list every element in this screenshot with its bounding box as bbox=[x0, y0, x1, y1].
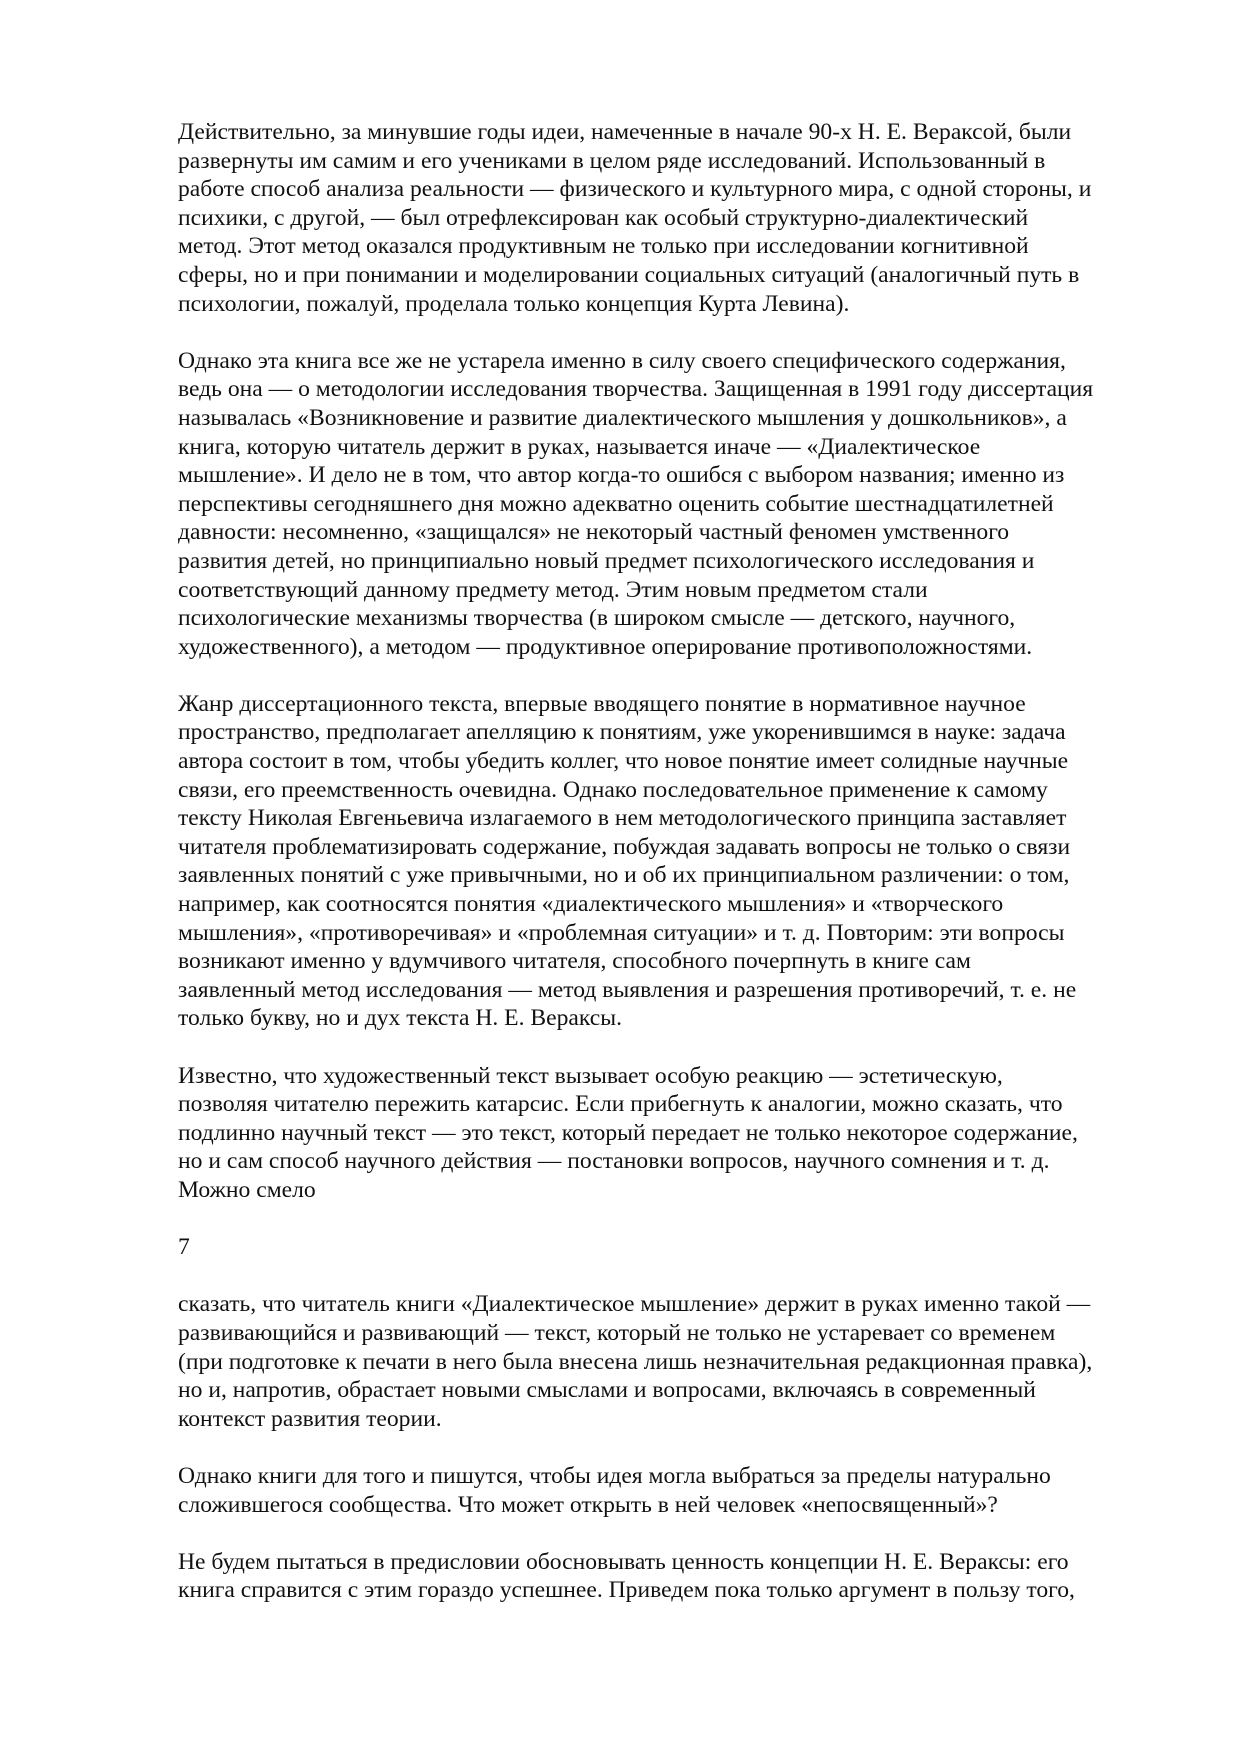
text-line: возникают именно у вдумчивого читателя, способного почерпнуть в книге сам bbox=[178, 948, 971, 975]
text-line: метод. Этот метод оказался продуктивным не только при исследовании когнитивной bbox=[178, 233, 1029, 260]
paragraph bbox=[178, 347, 1178, 662]
page-number: 7 bbox=[178, 1234, 190, 1261]
text-line: пространство, предполагает апелляцию к понятиям, уже укоренившимся в науке: задача bbox=[178, 719, 1066, 746]
text-line: сложившегося сообщества. Что может открыть в ней человек «непосвященный»? bbox=[178, 1491, 998, 1518]
text-line: Жанр диссертационного текста, впервые вводящего понятие в нормативное научное bbox=[178, 690, 1026, 717]
text-line: развернуты им самим и его учениками в целом ряде исследований. Использованный в bbox=[178, 147, 1046, 174]
text-line: книга, которую читатель держит в руках, называется иначе — «Диалектическое bbox=[178, 433, 981, 460]
text-line: подлинно научный текст — это текст, который передает не только некоторое содержание, bbox=[178, 1119, 1078, 1146]
paragraph bbox=[178, 1548, 1178, 1605]
paragraph-gap bbox=[178, 661, 1178, 690]
text-line: психики, с другой, — был отрефлексирован как особый структурно-диалектический bbox=[178, 204, 1029, 231]
text-line: заявленных понятий с уже привычными, но и об их принципиальном различении: о том, bbox=[178, 862, 1070, 889]
text-line: тексту Николая Евгеньевича излагаемого в нем методологического принципа заставляет bbox=[178, 805, 1067, 832]
text-line: но и, напротив, обрастает новыми смыслами и вопросами, включаясь в современный bbox=[178, 1377, 1036, 1404]
text-line: только букву, но и дух текста Н. Е. Вераксы. bbox=[178, 1005, 622, 1032]
text-line: Не будем пытаться в предисловии обосновывать ценность концепции Н. Е. Вераксы: его bbox=[178, 1548, 1069, 1575]
text-line: ведь она — о методологии исследования творчества. Защищенная в 1991 году диссертация bbox=[178, 376, 1094, 403]
text-line: книга справится с этим гораздо успешнее. Приведем пока только аргумент в пользу того, bbox=[178, 1577, 1075, 1604]
paragraph bbox=[178, 690, 1178, 1033]
text-line: читателя проблематизировать содержание, побуждая задавать вопросы не только о связи bbox=[178, 833, 1071, 860]
text-line: работе способ анализа реальности — физического и культурного мира, с одной стороны, и bbox=[178, 176, 1092, 203]
text-block bbox=[178, 118, 1178, 1605]
text-line: соответствующий данному предмету метод. Этим новым предметом стали bbox=[178, 576, 928, 603]
text-line: мышление». И дело не в том, что автор когда-то ошибся с выбором названия; именно из bbox=[178, 462, 1065, 489]
paragraph bbox=[178, 1290, 1178, 1433]
text-line: позволяя читателю пережить катарсис. Если прибегнуть к аналогии, можно сказать, что bbox=[178, 1091, 1063, 1118]
text-line: связи, его преемственность очевидна. Однако последовательное применение к самому bbox=[178, 776, 1048, 803]
text-line: Можно смело bbox=[178, 1176, 316, 1203]
text-line: называлась «Возникновение и развитие диалектического мышления у дошкольников», а bbox=[178, 404, 1067, 431]
paragraph bbox=[178, 118, 1178, 318]
paragraph-gap bbox=[178, 1433, 1178, 1462]
text-line: давности: несомненно, «защищался» не некоторый частный феномен умственного bbox=[178, 519, 1010, 546]
text-line: сферы, но и при понимании и моделировании социальных ситуаций (аналогичный путь в bbox=[178, 261, 1080, 288]
paragraph bbox=[178, 1462, 1178, 1519]
paragraph-gap bbox=[178, 1519, 1178, 1548]
paragraph bbox=[178, 1062, 1178, 1205]
text-line: художественного), а методом — продуктивное оперирование противоположностями. bbox=[178, 633, 1033, 660]
paragraph-gap bbox=[178, 1205, 1178, 1234]
text-line: Действительно, за минувшие годы идеи, намеченные в начале 90-х Н. Е. Вераксой, были bbox=[178, 119, 1072, 145]
text-line: но и сам способ научного действия — постановки вопросов, научного сомнения и т. д. bbox=[178, 1148, 1050, 1175]
text-line: перспективы сегодняшнего дня можно адекватно оценить событие шестнадцатилетней bbox=[178, 490, 1054, 517]
paragraph-gap bbox=[178, 1262, 1178, 1291]
text-line: автора состоит в том, чтобы убедить коллег, что новое понятие имеет солидные научные bbox=[178, 748, 1069, 775]
paragraph-gap bbox=[178, 318, 1178, 347]
text-line: Однако книги для того и пишутся, чтобы идея могла выбраться за пределы натурально bbox=[178, 1462, 1051, 1489]
text-line: заявленный метод исследования — метод выявления и разрешения противоречий, т. е. не bbox=[178, 976, 1077, 1003]
text-line: сказать, что читатель книги «Диалектическое мышление» держит в руках именно такой — bbox=[178, 1291, 1091, 1318]
text-line: (при подготовке к печати в него была внесена лишь незначительная редакционная правка), bbox=[178, 1348, 1093, 1375]
text-line: Однако эта книга все же не устарела именно в силу своего специфического содержания, bbox=[178, 347, 1066, 374]
text-line: развивающийся и развивающий — текст, который не только не устаревает со временем bbox=[178, 1319, 1056, 1346]
text-line: развития детей, но принципиально новый предмет психологического исследования и bbox=[178, 547, 1035, 574]
text-line: мышления», «противоречивая» и «проблемная ситуации» и т. д. Повторим: эти вопросы bbox=[178, 919, 1065, 946]
text-line: психологические механизмы творчества (в широком смысле — детского, научного, bbox=[178, 605, 1016, 632]
text-line: Известно, что художественный текст вызывает особую реакцию — эстетическую, bbox=[178, 1062, 1003, 1089]
text-line: психологии, пожалуй, проделала только концепция Курта Левина). bbox=[178, 290, 850, 317]
text-line: например, как соотносятся понятия «диалектического мышления» и «творческого bbox=[178, 891, 1004, 918]
text-line: контекст развития теории. bbox=[178, 1405, 442, 1432]
paragraph-gap bbox=[178, 1033, 1178, 1062]
